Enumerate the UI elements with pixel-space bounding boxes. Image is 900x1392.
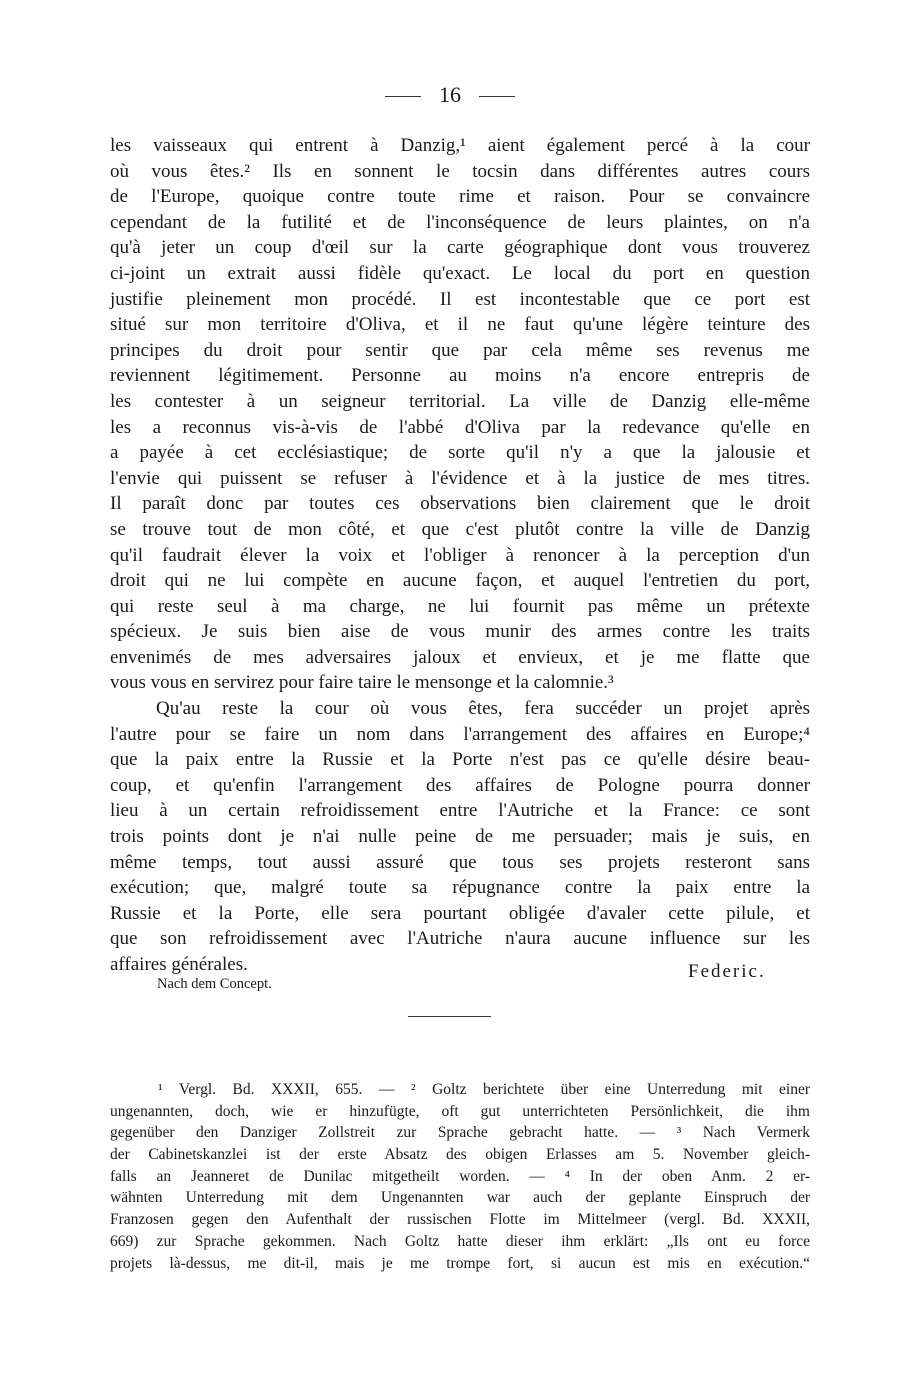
body-line: l'autre pour se faire un nom dans l'arrangement des affaires en Europe;⁴ bbox=[110, 723, 810, 745]
body-line: principes du droit pour sentir que par cela même ses revenus me bbox=[110, 339, 810, 361]
section-divider bbox=[408, 1016, 491, 1017]
body-line: exécution; que, malgré toute sa répugnance contre la paix entre la bbox=[110, 877, 810, 899]
body-line: les contester à un seigneur territorial. La ville de Danzig elle-même bbox=[110, 390, 810, 412]
body-line: que son refroidissement avec l'Autriche n'aura aucune influence sur les bbox=[110, 928, 810, 950]
body-line: situé sur mon territoire d'Oliva, et il ne faut qu'une légère teinture des bbox=[110, 314, 810, 336]
body-line: qui reste seul à ma charge, ne lui fournit pas même un prétexte bbox=[110, 595, 810, 617]
header-dash-left bbox=[385, 96, 421, 97]
footnote-line: der Cabinetskanzlei ist der erste Absatz des obigen Erlasses am 5. November gleich- bbox=[110, 1146, 810, 1164]
body-line: se trouve tout de mon côté, et que c'est plutôt contre la ville de Danzig bbox=[110, 518, 810, 540]
source-note: Nach dem Concept. bbox=[157, 976, 272, 992]
body-line: affaires générales. bbox=[110, 954, 248, 975]
body-line: droit qui ne lui compète en aucune façon, et auquel l'entretien du port, bbox=[110, 570, 810, 592]
letter-body bbox=[110, 133, 810, 978]
body-line: justifie pleinement mon procédé. Il est incontestable que ce port est bbox=[110, 288, 810, 310]
footnote-line: Franzosen gegen den Aufenthalt der russischen Flotte im Mittelmeer (vergl. Bd. XXXII, bbox=[110, 1211, 810, 1229]
body-line: lieu à un certain refroidissement entre l'Autriche et la France: ce sont bbox=[110, 800, 810, 822]
body-line: vous vous en servirez pour faire taire le mensonge et la calomnie.³ bbox=[110, 672, 614, 694]
body-line: ci-joint un extrait aussi fidèle qu'exact. Le local du port en question bbox=[110, 262, 810, 284]
header-dash-right bbox=[479, 96, 515, 97]
page-number: 16 bbox=[439, 82, 461, 107]
body-line: où vous êtes.² Ils en sonnent le tocsin dans différentes autres cours bbox=[110, 160, 810, 182]
body-line: a payée à cet ecclésiastique; de sorte qu'il n'y a que la jalousie et bbox=[110, 442, 810, 464]
body-line: qu'il faudrait élever la voix et l'obliger à renoncer à la perception d'un bbox=[110, 544, 810, 566]
footnote-line: 669) zur Sprache gekommen. Nach Goltz hatte dieser ihm erklärt: „Ils ont eu force bbox=[110, 1232, 810, 1250]
body-line: trois points dont je n'ai nulle peine de me persuader; mais je suis, en bbox=[110, 826, 810, 848]
body-line: Il paraît donc par toutes ces observations bien clairement que le droit bbox=[110, 493, 810, 515]
body-line: Russie et la Porte, elle sera pourtant obligée d'avaler cette pilule, et bbox=[110, 902, 810, 924]
footnotes bbox=[110, 1079, 810, 1274]
footnote-line: ¹ Vergl. Bd. XXXII, 655. — ² Goltz berichtete über eine Unterredung mit einer bbox=[158, 1081, 810, 1098]
footnote-line: projets là-dessus, me dit-il, mais je me trompe fort, si aucun est mis en exécution.“ bbox=[110, 1254, 810, 1272]
footnote-line: ungenannten, doch, wie er hinzufügte, oft gut unterrichteten Persönlichkeit, die ihm bbox=[110, 1102, 810, 1120]
signature: Federic. bbox=[688, 961, 766, 982]
body-line: coup, et qu'enfin l'arrangement des affaires de Pologne pourra donner bbox=[110, 774, 810, 796]
body-line: les vaisseaux qui entrent à Danzig,¹ aient également percé à la cour bbox=[110, 135, 810, 156]
body-line: envenimés de mes adversaires jaloux et envieux, et je me flatte que bbox=[110, 646, 810, 668]
body-line: les a reconnus vis-à-vis de l'abbé d'Oliva par la redevance qu'elle en bbox=[110, 416, 810, 438]
body-line: qu'à jeter un coup d'œil sur la carte géographique dont vous trouverez bbox=[110, 237, 810, 259]
body-line: spécieux. Je suis bien aise de vous munir des armes contre les traits bbox=[110, 621, 810, 643]
footnote-line: falls an Jeanneret de Dunilac mitgetheilt worden. — ⁴ In der oben Anm. 2 er- bbox=[110, 1167, 810, 1185]
body-line: l'envie qui puissent se refuser à l'évidence et à la justice de mes titres. bbox=[110, 467, 810, 489]
footnote-line: gegenüber den Danziger Zollstreit zur Sprache gebracht hatte. — ³ Nach Vermerk bbox=[110, 1124, 810, 1142]
body-line: que la paix entre la Russie et la Porte n'est pas ce qu'elle désire beau- bbox=[110, 749, 810, 771]
body-line: reviennent légitimement. Personne au moins n'a encore entrepris de bbox=[110, 365, 810, 387]
page-header bbox=[0, 82, 900, 108]
body-line: même temps, tout aussi assuré que tous ses projets resteront sans bbox=[110, 851, 810, 873]
footnote-line: wähnten Unterredung mit dem Ungenannten war auch der geplante Einspruch der bbox=[110, 1189, 810, 1207]
body-line: de l'Europe, quoique contre toute rime et raison. Pour se convaincre bbox=[110, 186, 810, 208]
body-line: Qu'au reste la cour où vous êtes, fera succéder un projet après bbox=[156, 698, 810, 720]
body-line: cependant de la futilité et de l'inconséquence de leurs plaintes, on n'a bbox=[110, 211, 810, 233]
